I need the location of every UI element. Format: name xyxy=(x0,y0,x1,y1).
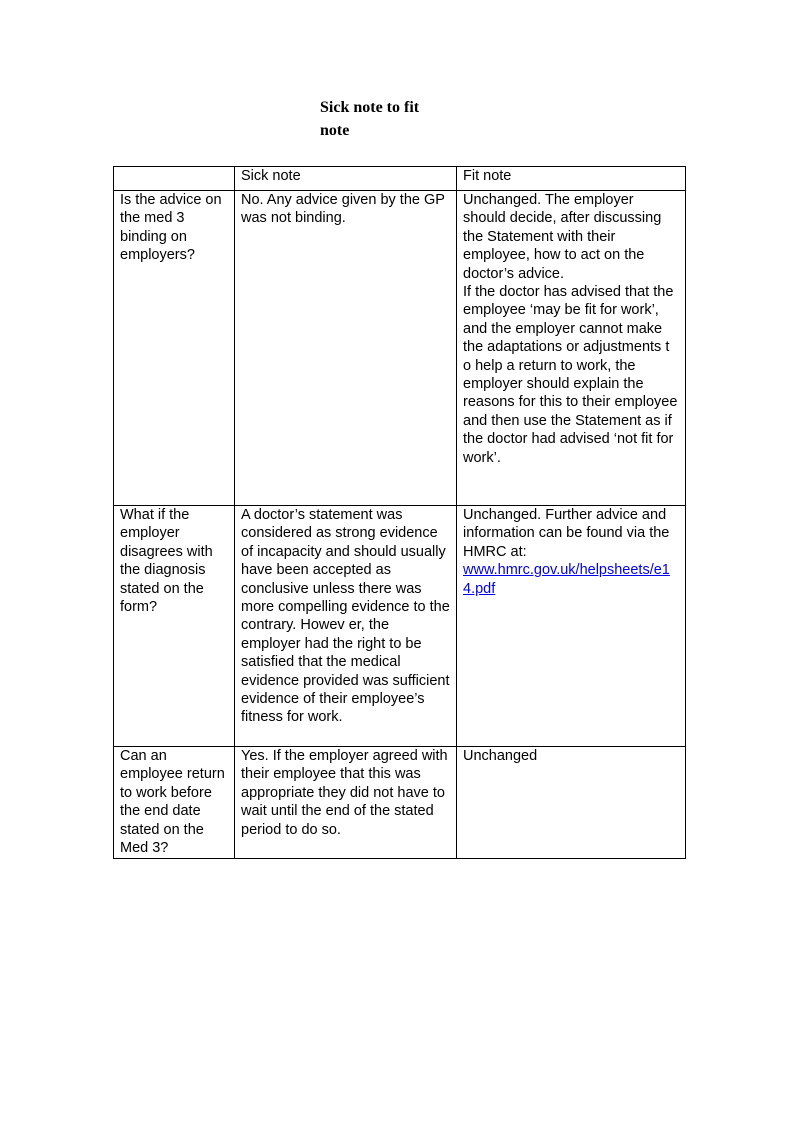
sick-note-cell: A doctor’s statement was considered as strong evidence of incapacity and should usually have been accepted as conclusive unless there was more compelling evidence to the contrary. Howev er, the employer had the right to be satisfied that the medical evidence provided was sufficient evidence of their employee’s fitness for work. xyxy=(235,506,457,747)
fit-note-cell xyxy=(457,191,686,506)
table-row xyxy=(114,506,686,747)
comparison-table xyxy=(113,166,686,859)
page-title: Sick note to fit note xyxy=(320,99,420,139)
table-row xyxy=(114,191,686,506)
fit-note-cell: Unchanged xyxy=(457,747,686,859)
fit-note-cell xyxy=(457,506,686,747)
header-cell-fit-note: Fit note xyxy=(457,167,686,191)
table-row xyxy=(114,747,686,859)
fit-note-paragraph: If the doctor has advised that the employee ‘may be fit for work’, and the employer cannot make the adaptations or adjustments t o help a return to work, the employer should explain the reasons for this to their employee and then use the Statement as if the doctor had advised ‘not fit for work’. xyxy=(463,284,678,466)
fit-note-text: Unchanged. Further advice and information can be found via the HMRC at: xyxy=(463,507,670,560)
question-cell: Can an employee return to work before the end date stated on the Med 3? xyxy=(114,747,235,859)
question-cell: What if the employer disagrees with the diagnosis stated on the form? xyxy=(114,506,235,747)
sick-note-cell: No. Any advice given by the GP was not binding. xyxy=(235,191,457,506)
question-cell: Is the advice on the med 3 binding on employers? xyxy=(114,191,235,506)
hmrc-helpsheet-link[interactable]: www.hmrc.gov.uk/helpsheets/e14.pdf xyxy=(463,562,670,597)
sick-note-cell: Yes. If the employer agreed with their employee that this was appropriate they did not have to wait until the end of the stated period to do so. xyxy=(235,747,457,859)
fit-note-paragraph: Unchanged. The employer should decide, after discussing the Statement with their employee, how to act on the doctor’s advice. xyxy=(463,192,662,282)
header-cell-question xyxy=(114,167,235,191)
table-header-row xyxy=(114,167,686,191)
header-cell-sick-note: Sick note xyxy=(235,167,457,191)
